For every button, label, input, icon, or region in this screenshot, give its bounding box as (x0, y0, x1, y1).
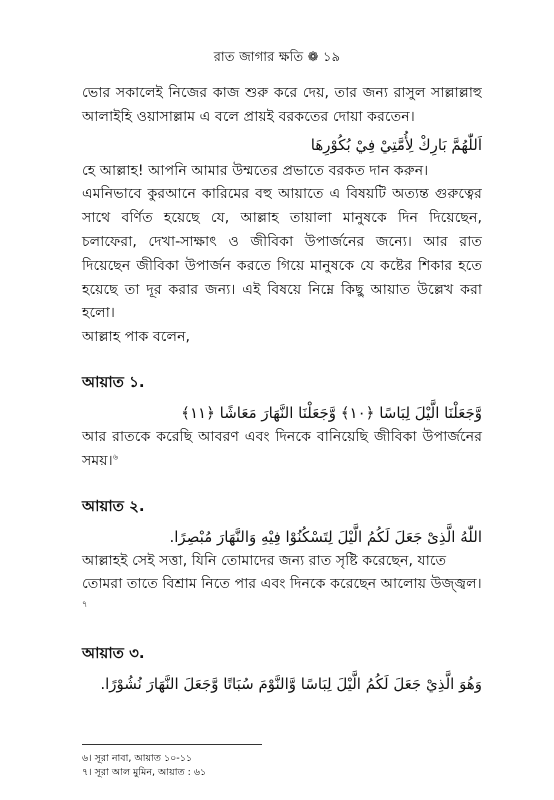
footnote-divider (82, 744, 262, 745)
footnotes (82, 752, 382, 780)
ayat-2-translation: আল্লাহই সেই সত্তা, যিনি তোমাদের জন্য রাত সৃষ্টি করেছেন, যাতে তোমরা তাতে বিশ্রাম নিতে পার এবং দিনকে করেছেন আলোয় উজ্জ্বল।$^৭$ (82, 552, 482, 609)
page-content (82, 82, 482, 697)
ayat-3-arabic: وَهُوَ الَّذِيْ جَعَلَ لَكُمُ الَّيْلَ لِبَاسًا وَّالنَّوْمَ سُبَاتًا وَّجَعَلَ النَّهَارَ نُشُوْرًا. (100, 674, 482, 693)
paragraph-2: হে আল্লাহ! আপনি আমার উম্মতের প্রভাতে বরকত দান করুন। (82, 162, 429, 179)
footnote-mark-6[interactable]: ৬ (112, 452, 118, 462)
footnote-6: ৬। সূরা নাবা, আয়াত ১০-১১ (82, 753, 193, 764)
ayat-1-translation: আর রাতকে করেছি আবরণ এবং দিনকে বানিয়েছি জীবিকা উপার্জনের সময়।$^৬$ (82, 428, 482, 469)
ayat-3-heading: আয়াত ৩. (82, 643, 145, 662)
paragraph-1: ভোর সকালেই নিজের কাজ শুরু করে দেয়, তার জন্য রাসুল সাল্লাল্লাহু আলাইহি ওয়াসাল্লাম এ বলে প্রায়ই বরকতের দোয়া করতেন। (82, 85, 482, 125)
ayat-1-arabic: وَّجَعَلْنَا الَّيْلَ لِبَاسًا ﴿۱۰﴾ وَّجَعَلْنَا النَّهَارَ مَعَاشًا ﴿۱۱﴾ (181, 403, 482, 422)
footnote-mark-7[interactable]: ৭ (82, 599, 88, 609)
ayat-1-heading: আয়াত ১. (82, 372, 145, 391)
paragraph-3: এমনিভাবে কুরআনে কারিমের বহু আয়াতে এ বিষয়টি অত্যন্ত গুরুত্বের সাথে বর্ণিত হয়েছে যে, আল্লাহ তায়ালা মানুষকে দিন দিয়েছেন, চলাফেরা, দেখা-সাক্ষাৎ ও জীবিকা উপার্জনের জন্যে। আর রাত দিয়েছেন জীবিকা উপার্জন করতে গিয়ে মানুষকে যে কষ্টের শিকার হতে হয়েছে তা দূর করার জন্য। এই বিষয়ে নিম্নে কিছু আয়াত উল্লেখ করা হলো। (82, 186, 482, 322)
footnote-7: ৭। সূরা আল মুমিন, আয়াত : ৬১ (82, 767, 207, 778)
running-header: রাত জাগার ক্ষতি ❁ ১৯ (213, 50, 341, 65)
dua-arabic: اَللّٰهُمَّ بَارِكْ لِأُمَّتِيْ فِيْ بُكُوْرِهَا (310, 135, 482, 154)
paragraph-4: আল্লাহ পাক বলেন, (82, 329, 191, 346)
ayat-2-arabic: اللّٰهُ الَّذِیْ جَعَلَ لَكُمُ الَّیْلَ لِتَسْكُنُوْا فِیْهِ وَالنَّهَارَ مُبْصِرًا. (169, 527, 482, 546)
ayat-2-heading: আয়াত ২. (82, 496, 145, 515)
